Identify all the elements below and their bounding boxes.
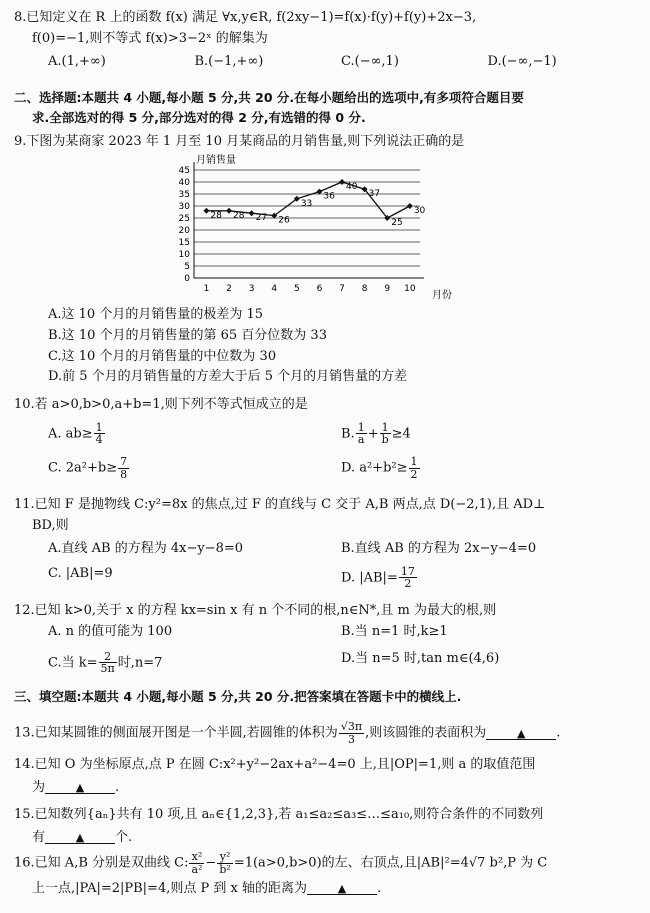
section-2-line2: 求.全部选对的得 5 分,部分选对的得 2 分,有选错的得 0 分. [32,110,366,126]
question-15 [14,807,634,847]
x-tick-label: 6 [316,284,323,294]
q15-line1: 15.已知数列{aₙ}共有 10 项,且 aₙ∈{1,2,3},若 a₁≤a₂≤a₃≤…≤a₁₀,则符合条件的不同数列 [14,807,544,822]
q12-option-a: A. n 的值可能为 100 [48,623,173,639]
q11-option-c: C. |AB|=9 [48,565,113,581]
q8-option-a: A.(1,+∞) [48,53,106,69]
q12-option-c: C.当 k= $\frac{2}{5\pi}$ 时,n=7 [48,649,163,676]
section-2-line1: 二、选择题:本题共 4 小题,每小题 5 分,共 20 分.在每小题给出的选项中,有多项符合题目要 [14,90,524,105]
section-2-header [14,90,634,127]
y-tick-label: 25 [178,214,190,224]
q9-stem: 9.下图为某商家 2023 年 1 月至 10 月某商品的月销售量,则下列说法正确的是 [14,134,465,149]
question-13: 13.已知某圆锥的侧面展开图是一个半圆,若圆锥的体积为 $\frac{√3\pi}{3}$ ,则该圆锥的表面积为 ▲ . [14,720,561,746]
chart-ylabel: 月销售量 [196,155,236,166]
q9-option-b: B.这 10 个月的月销售量的第 65 百分位数为 33 [48,327,327,343]
monthly-sales-chart [160,150,460,302]
q15-line2: 有 ▲ 个. [32,829,133,845]
triangle-icon: ▲ [75,780,85,794]
q8-option-c: C.(−∞,1) [341,53,399,69]
triangle-icon: ▲ [75,830,85,844]
triangle-icon: ▲ [337,882,347,896]
y-tick-label: 5 [184,262,190,272]
x-tick-label: 2 [226,284,232,294]
q8-option-d: D.(−∞,−1) [487,53,557,69]
x-tick-label: 5 [293,284,300,294]
data-label: 26 [278,215,290,226]
q10-option-b: B. $\frac{1}{a}$ + $\frac{1}{b}$ ≥4 [341,420,411,447]
question-14 [14,757,634,797]
q16-line1: 16.已知 A,B 分别是双曲线 C: $\frac{\text{x²}}{\text{a²}}$ − $\frac{\text{y²}}{\text{b²}}$ =1(a>0,b>0)的左、右顶点,且|AB|²=4√7 b²,P 为 C [14,850,548,876]
q14-answer-blank[interactable] [45,782,115,794]
data-label: 28 [210,210,222,221]
q8-line1: 8.已知定义在 R 上的函数 f(x) 满足 ∀x,y∈R, f(2xy−1)=f(x)·f(y)+f(y)+2x−3, [14,10,477,25]
x-tick-label: 8 [361,284,368,294]
q10-option-a: A. ab≥ $\frac{1}{4}$ [48,420,103,447]
data-label: 33 [300,198,313,209]
y-tick-label: 15 [178,238,190,248]
chart-xlabel: 月份 [432,290,452,301]
q10-option-c: C. 2a²+b≥ $\frac{7}{8}$ [48,454,128,481]
q15-answer-blank[interactable] [45,832,115,844]
y-tick-label: 40 [178,178,190,188]
section-3-line1: 三、填空题:本题共 4 小题,每小题 5 分,共 20 分.把答案填在答题卡中的横线上. [14,689,462,704]
question-11 [14,497,634,590]
q13-volume-fraction: $\frac{√3\pi}{3}$ [340,720,363,746]
data-label: 25 [391,218,403,228]
data-label: 28 [233,210,245,221]
q12-option-d: D.当 n=5 时,tan m∈(4,6) [341,650,500,666]
x-tick-label: 4 [271,284,278,294]
q10-options-row1 [14,422,634,446]
section-3-header [14,689,634,705]
q12-line1: 12.已知 k>0,关于 x 的方程 kx=sin x 有 n 个不同的根,n∈N*,且 m 为最大的根,则 [14,603,497,618]
q11-option-d: D. |AB|= $\frac{17}{2}$ [341,564,415,591]
question-9 [14,134,634,151]
q8-options [14,54,634,71]
data-point [407,203,413,209]
x-tick-label: 7 [339,284,345,294]
q12-options-row1 [14,624,634,641]
q11-line2: BD,则 [32,517,69,533]
q9-option-d: D.前 5 个月的月销售量的方差大于后 5 个月的月销售量的方差 [48,369,408,385]
y-tick-label: 45 [178,166,190,176]
x-tick-label: 3 [248,284,255,294]
data-point [226,208,232,214]
q16-line2: 上一点,|PA|=2|PB|=4,则点 P 到 x 轴的距离为 ▲ . [32,881,382,897]
q11-option-b: B.直线 AB 的方程为 2x−y−4=0 [341,540,537,556]
q11-options-row1 [14,541,634,558]
question-12 [14,603,634,675]
q10-options-row2 [14,456,634,480]
q14-line2: 为 ▲ . [32,779,120,795]
data-label: 27 [255,213,268,224]
q10-stem: 10.若 a>0,b>0,a+b=1,则下列不等式恒成立的是 [14,397,308,412]
data-point [249,210,255,216]
data-point [203,208,209,214]
q13-answer-blank[interactable] [486,728,556,740]
y-tick-label: 35 [178,190,190,200]
q11-line1: 11.已知 F 是抛物线 C:y²=8x 的焦点,过 F 的直线与 C 交于 A,B 两点,点 D(−2,1),且 AD⊥ [14,497,546,512]
y-tick-label: 10 [178,250,190,260]
y-tick-label: 0 [184,274,190,284]
x-tick-label: 1 [203,284,210,294]
q9-options [14,305,634,388]
q10-option-d: D. a²+b²≥ $\frac{1}{2}$ [341,454,418,481]
question-10 [14,397,634,480]
question-16 [14,851,634,898]
q12-option-b: B.当 n=1 时,k≥1 [341,623,448,639]
x-tick-label: 9 [384,284,391,294]
q8-line2: f(0)=−1,则不等式 f(x)>3−2ˣ 的解集为 [32,30,268,46]
q16-answer-blank[interactable] [307,883,377,895]
q11-options-row2 [14,566,634,590]
data-label: 36 [323,191,335,202]
q11-option-a: A.直线 AB 的方程为 4x−y−8=0 [48,540,244,556]
y-tick-label: 20 [178,226,190,236]
data-label: 37 [368,189,381,200]
data-label: 40 [346,182,358,192]
question-8 [14,10,634,71]
q9-option-a: A.这 10 个月的月销售量的极差为 15 [48,307,264,322]
x-tick-label: 10 [404,284,416,294]
q8-option-b: B.(−1,+∞) [194,53,264,69]
y-tick-label: 30 [178,202,190,212]
q9-option-c: C.这 10 个月的月销售量的中位数为 30 [48,348,277,364]
q14-line1: 14.已知 O 为坐标原点,点 P 在圆 C:x²+y²−2ax+a²−4=0 上,且|OP|=1,则 a 的取值范围 [14,757,536,772]
data-point [339,179,345,185]
q12-options-row2 [14,651,634,675]
q10-a-fraction: $\frac{1}{4}$ [95,420,103,447]
triangle-icon: ▲ [516,726,526,740]
data-label: 30 [413,206,426,216]
